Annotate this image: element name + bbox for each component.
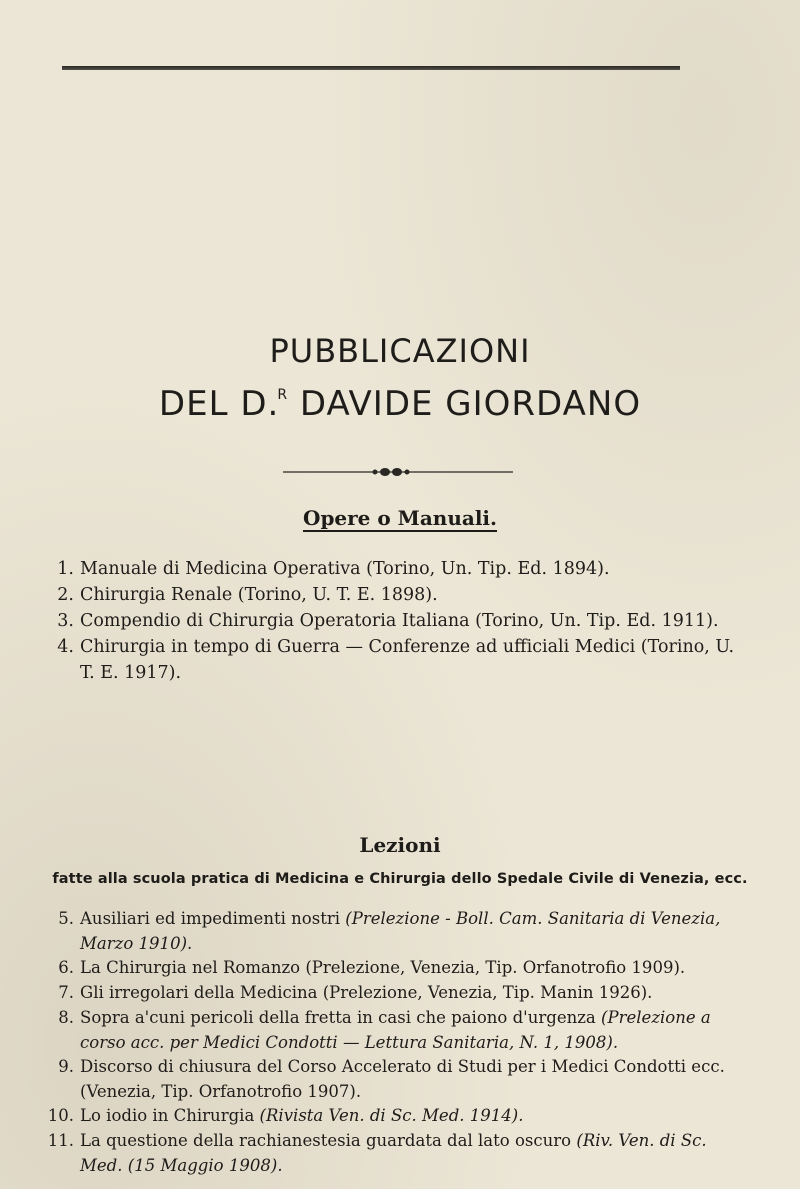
list-item: 5. Ausiliari ed impedimenti nostri (Prelezione - Boll. Cam. Sanitaria di Venezia, Marzo 1910). [58,909,721,953]
divider-ornament [283,467,513,477]
list-item: 3. Compendio di Chirurgia Operatoria Italiana (Torino, Un. Tip. Ed. 1911). [57,611,719,631]
top-rule [62,66,680,70]
list-item: 1. Manuale di Medicina Operativa (Torino, Un. Tip. Ed. 1894). [57,559,610,579]
list-item: 4. Chirurgia in tempo di Guerra — Conferenze ad ufficiali Medici (Torino, U. T. E. 1917). [57,637,735,683]
list-item: 2. Chirurgia Renale (Torino, U. T. E. 1898). [57,585,438,605]
title-superscript: R [277,387,289,403]
title-line-2 [0,384,800,424]
list-item: 8. Sopra a'cuni pericoli della fretta in casi che paiono d'urgenza (Prelezione a corso acc. per Medici Condotti — Lettura Sanitaria, N. 1, 1908). [58,1008,711,1052]
list-item: 10. Lo iodio in Chirurgia (Rivista Ven. di Sc. Med. 1914). [47,1106,524,1125]
section-heading-lezioni: Lezioni [359,833,441,857]
list-item: 9. Discorso di chiusura del Corso Accelerato di Studi per i Medici Condotti ecc. (Venezia, Tip. Orfanotrofio 1907). [58,1057,725,1101]
list-item: 7. Gli irregolari della Medicina (Prelezione, Venezia, Tip. Manin 1926). [58,983,653,1002]
title-prefix: DEL D. [158,384,280,424]
title-line-1: PUBBLICAZIONI [269,332,531,370]
list-item: 6. La Chirurgia nel Romanzo (Prelezione, Venezia, Tip. Orfanotrofio 1909). [58,958,686,977]
section-subheading: fatte alla scuola pratica di Medicina e Chirurgia dello Spedale Civile di Venezia, ecc. [52,871,748,887]
section-heading-opere: Opere o Manuali. [303,506,497,530]
list-item: 11. La questione della rachianestesia guardata dal lato oscuro (Riv. Ven. di Sc. Med. (15 Maggio 1908). [47,1131,707,1175]
author-name: DAVIDE GIORDANO [299,384,642,424]
